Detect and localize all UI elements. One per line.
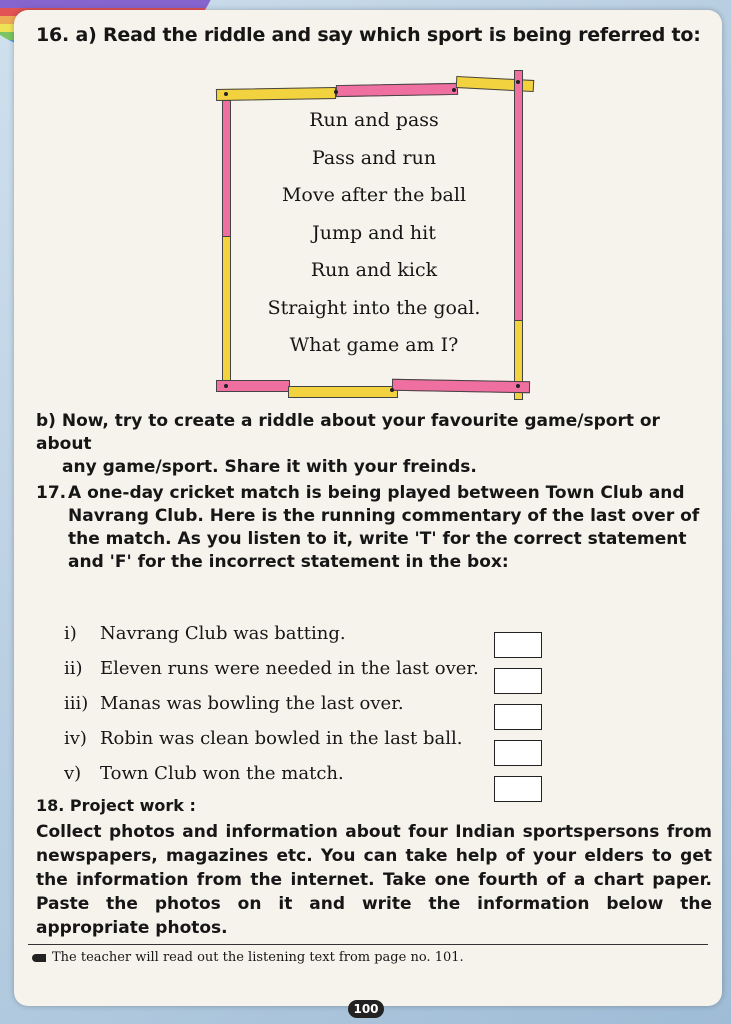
frame-stick xyxy=(514,70,523,328)
answer-box-5[interactable] xyxy=(494,776,542,802)
frame-stick xyxy=(216,87,336,101)
statement-item xyxy=(64,651,479,686)
riddle-line: Run and kick xyxy=(310,259,438,281)
answer-box-1[interactable] xyxy=(494,632,542,658)
nail-dot xyxy=(224,384,228,388)
teacher-note-text: The teacher will read out the listening text from page no. 101. xyxy=(52,950,464,965)
answer-box-3[interactable] xyxy=(494,704,542,730)
frame-stick xyxy=(392,379,530,393)
statement-number: i) xyxy=(64,623,77,644)
question-17-instructions: Navrang Club. Here is the running commentary of the last over of the match. As you listen to it, write 'T' for the correct statement and 'F' for the incorrect statement in the box: xyxy=(68,506,700,572)
nail-dot xyxy=(334,90,338,94)
statement-item xyxy=(64,686,479,721)
question-16b-line2: any game/sport. Share it with your freinds. xyxy=(62,457,477,477)
statement-number: iii) xyxy=(64,693,89,714)
statement-number: ii) xyxy=(64,658,83,679)
statement-text: Eleven runs were needed in the last over. xyxy=(100,658,479,679)
frame-stick xyxy=(222,100,231,240)
riddle-text xyxy=(254,102,494,365)
statement-item xyxy=(64,616,479,651)
question-18-title: 18. Project work : xyxy=(36,796,196,815)
statement-number: iv) xyxy=(64,728,87,749)
frame-stick xyxy=(336,83,458,97)
statement-list xyxy=(64,616,479,791)
footer-divider xyxy=(28,944,708,945)
riddle-line: What game am I? xyxy=(289,334,459,356)
answer-box-2[interactable] xyxy=(494,668,542,694)
question-17-line1: A one-day cricket match is being played between Town Club and xyxy=(68,483,685,503)
riddle-line: Jump and hit xyxy=(312,221,436,244)
frame-stick xyxy=(288,386,398,398)
question-17-number: 17. xyxy=(36,483,67,503)
riddle-line: Pass and run xyxy=(311,146,437,169)
pointer-icon xyxy=(32,954,46,962)
statement-text: Town Club won the match. xyxy=(100,763,344,784)
question-16a: 16. a) Read the riddle and say which sport is being referred to: xyxy=(36,24,701,46)
riddle-line: Run and pass xyxy=(309,109,439,131)
riddle-line: Move after the ball xyxy=(281,184,467,206)
answer-box-4[interactable] xyxy=(494,740,542,766)
teacher-note xyxy=(32,950,464,965)
question-17 xyxy=(36,482,722,574)
page-number: 100 xyxy=(348,1000,384,1018)
nail-dot xyxy=(224,92,228,96)
riddle-line: Straight into the goal. xyxy=(267,296,481,319)
nail-dot xyxy=(390,388,394,392)
frame-stick xyxy=(222,236,231,386)
statement-number: v) xyxy=(64,763,82,784)
nail-dot xyxy=(516,80,520,84)
textbook-page xyxy=(14,10,722,1006)
question-18-body: Collect photos and information about four Indian sportspersons from newspapers, magazines etc. You can take help of your elders to get the information from the internet. Take one fourth of a chart paper. Paste the photos on it and write the information below the appropriate photos. xyxy=(36,822,712,938)
question-16b-line1: b) Now, try to create a riddle about your favourite game/sport or about xyxy=(36,411,660,454)
statement-text: Navrang Club was batting. xyxy=(100,623,346,644)
answer-boxes xyxy=(494,632,542,812)
statement-text: Robin was clean bowled in the last ball. xyxy=(100,728,463,749)
statement-item xyxy=(64,756,479,791)
nail-dot xyxy=(516,384,520,388)
statement-item xyxy=(64,721,479,756)
nail-dot xyxy=(452,88,456,92)
question-16b xyxy=(36,410,706,479)
statement-text: Manas was bowling the last over. xyxy=(100,693,404,714)
